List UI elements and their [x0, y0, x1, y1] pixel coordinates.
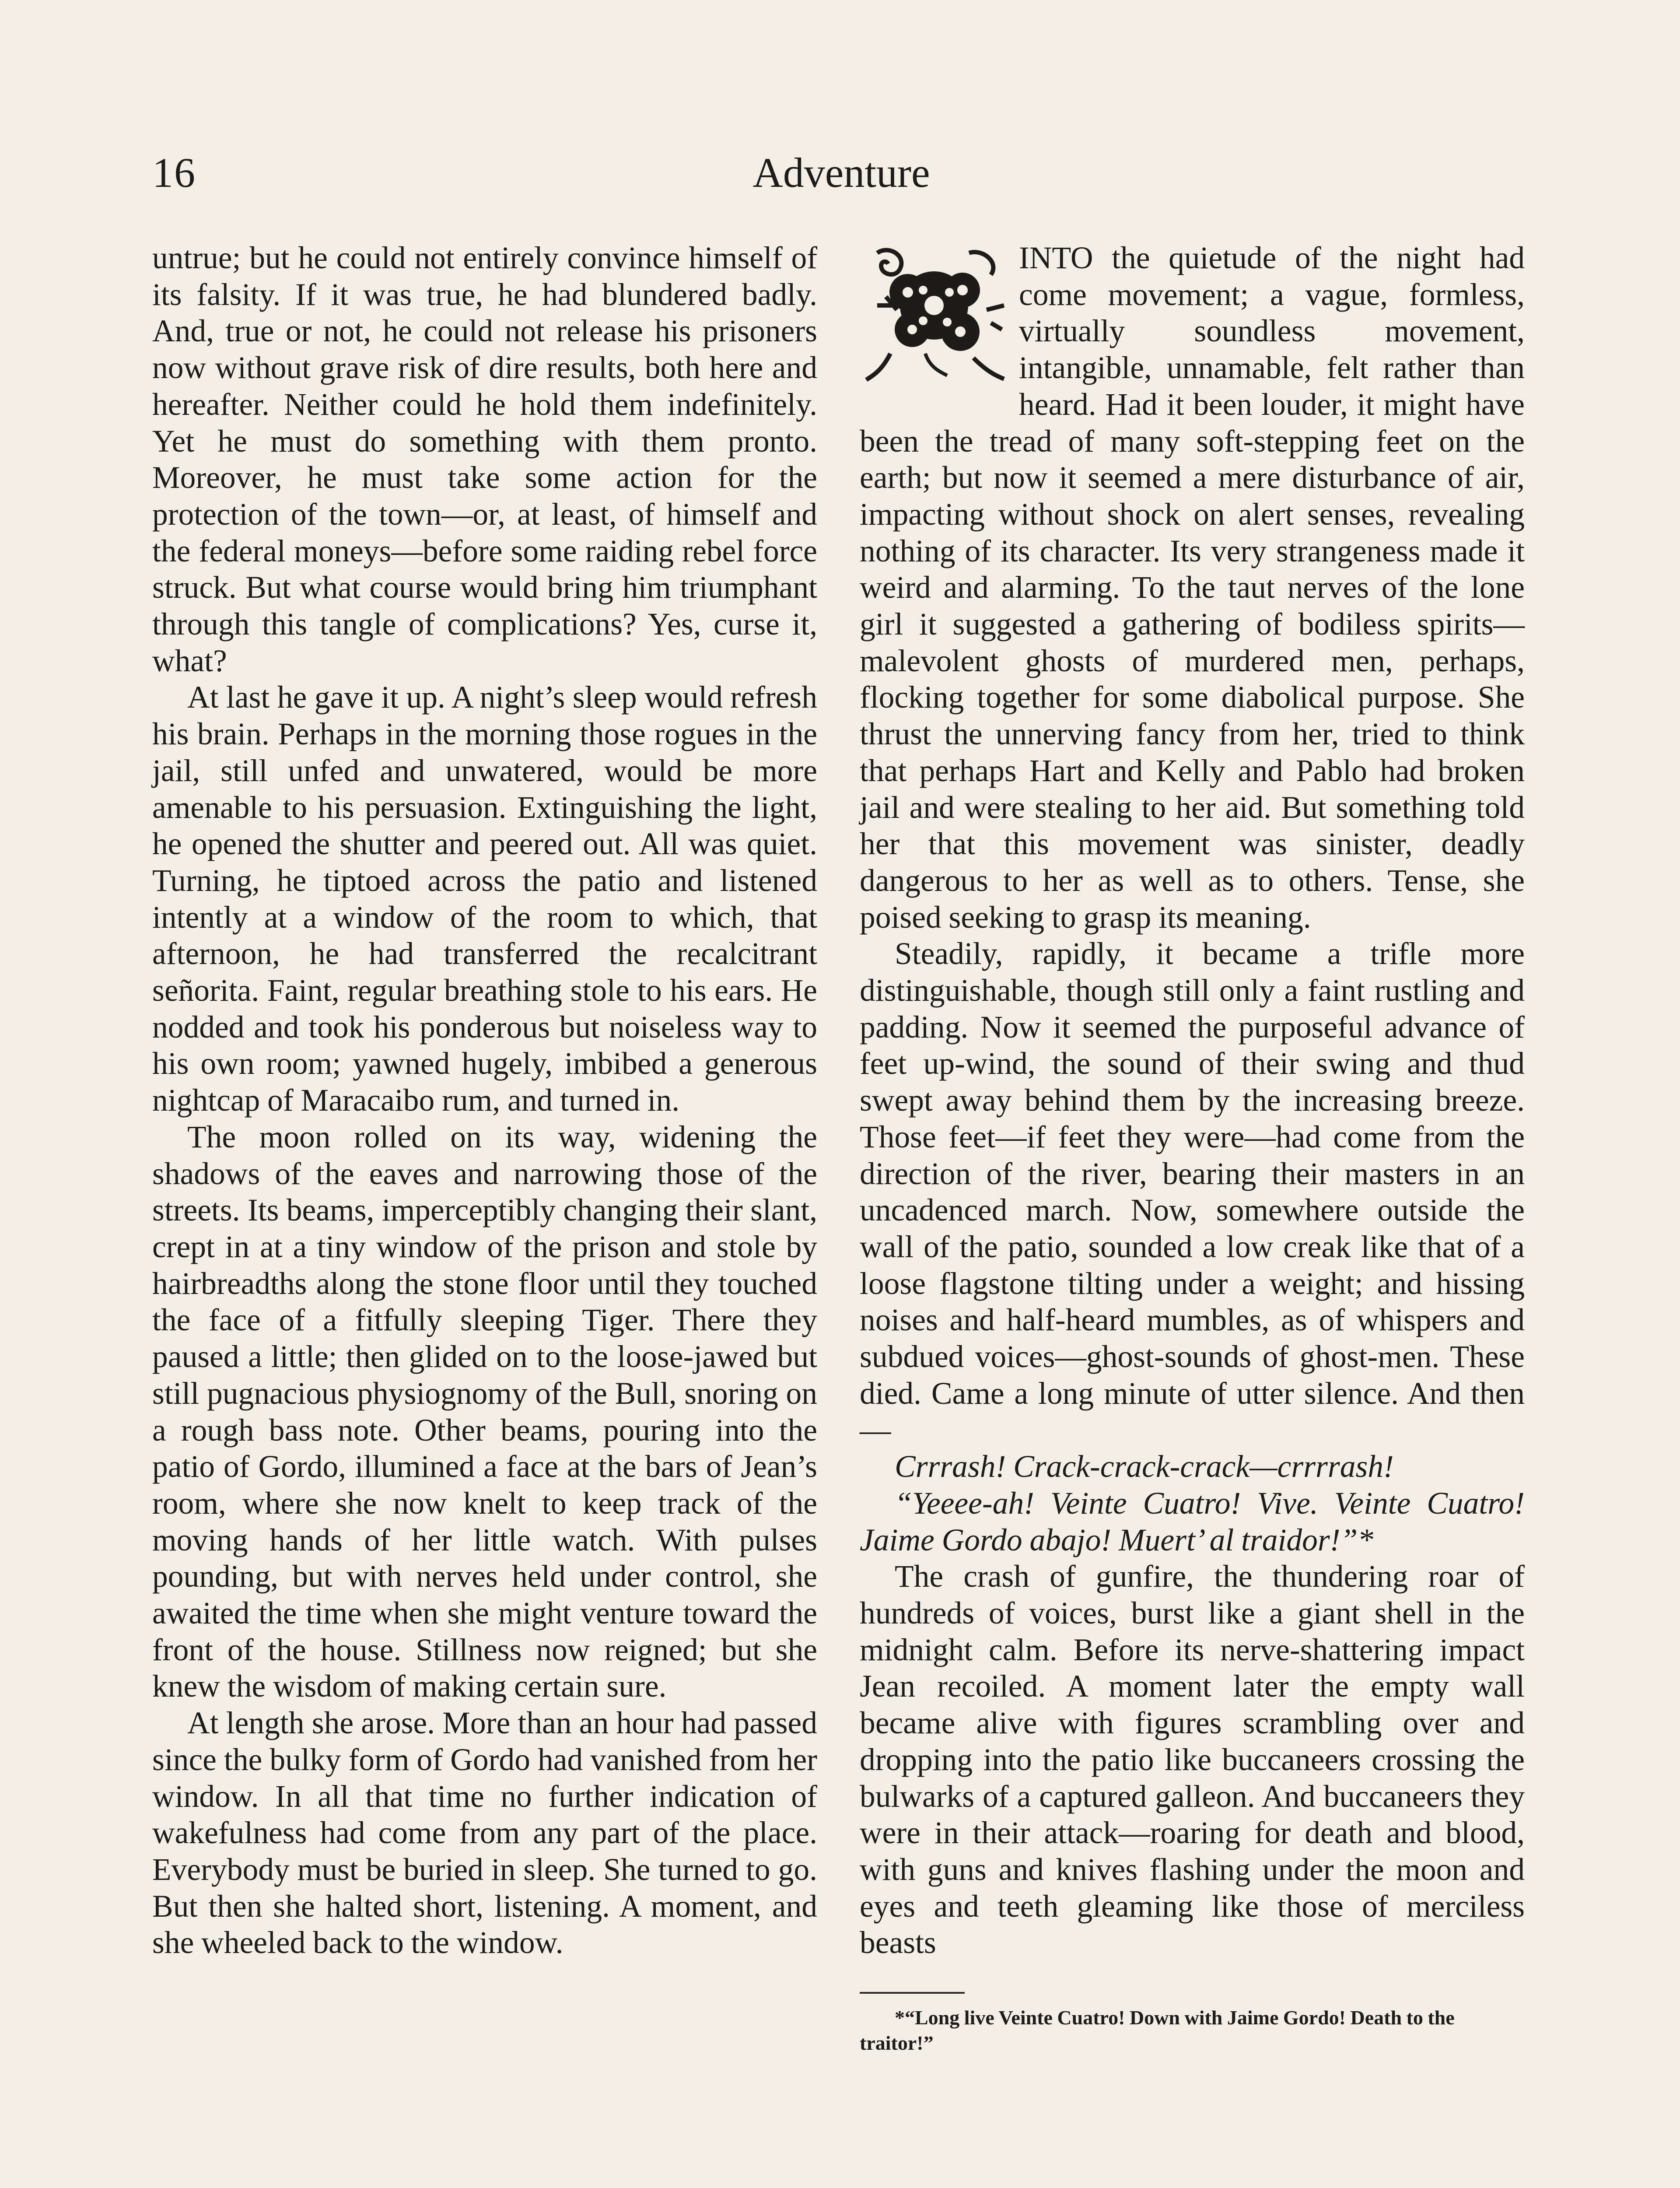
page-header [152, 144, 1530, 201]
footnote-rule [860, 1992, 965, 1994]
paragraph: At last he gave it up. A night’s sleep would refresh his brain. Perhaps in the morning those rogues in the jail, still unfed and unwatered, would be more amenable to his persuasion. Extinguishing the light, he opened the shutter and peered out. All was quiet. Turning, he tiptoed across the patio and listened intently at a window of the room to which, that afternoon, he had transferred the recalcitrant señorita. Faint, regular breathing stole to his ears. He nodded and took his ponderous but noiseless way to his own room; yawned hugely, imbibed a generous nightcap of Maracaibo rum, and turned in. [152, 680, 817, 1118]
spanish-shout: “Yeeee-ah! Veinte Cuatro! Vive. Veinte Cuatro! Jaime Gordo abajo! Muert’ al traidor!”* [860, 1486, 1525, 1557]
paragraph: The moon rolled on its way, widening the shadows of the eaves and narrowing those of the streets. Its beams, imperceptibly changing their slant, crept in at a tiny window of the prison and stole by hairbreadths along the stone floor until they touched the face of a fitfully sleeping Tiger. There they paused a little; then glided on to the loose-jawed but still pugnacious physiognomy of the Bull, snoring on a rough bass note. Other beams, pouring into the patio of Gordo, illumined a face at the bars of Jean’s room, where she now knelt to keep track of the moving hands of her little watch. With pulses pounding, but with nerves held under control, she awaited the time when she might venture toward the front of the house. Stillness now reigned; but she knew the wisdom of making certain sure. [152, 1119, 817, 1704]
footnote: *“Long live Veinte Cuatro! Down with Jaime Gordo! Death to the traitor!” [860, 2006, 1455, 2055]
floral-ornament-icon [860, 240, 1008, 384]
running-title: Adventure [752, 149, 930, 196]
left-column [152, 240, 817, 2188]
paragraph: At length she arose. More than an hour had passed since the bulky form of Gordo had vanished from her window. In all that time no further indication of wakefulness had come from any part of the place. Everybody must be buried in sleep. She turned to go. But then she halted short, listening. A moment, and she wheeled back to the window. [152, 1706, 817, 1960]
paragraph: The crash of gunfire, the thundering roar of hundreds of voices, burst like a giant shell in the midnight calm. Before its nerve-shattering impact Jean recoiled. A moment later the empty wall became alive with figures scrambling over and dropping into the patio like buccaneers crossing the bulwarks of a captured galleon. And buccaneers they were in their attack—roaring for death and blood, with guns and knives flashing under the moon and eyes and teeth gleaming like those of merciless beasts [860, 1559, 1525, 1960]
right-column [860, 240, 1525, 2188]
paragraph: Steadily, rapidly, it became a trifle more distinguishable, though still only a faint rustling and padding. Now it seemed the purposeful advance of feet up-wind, the sound of their swing and thud swept away behind them by the increasing breeze. Those feet—if feet they were—had come from the direction of the river, bearing their masters in an uncadenced march. Now, somewhere outside the wall of the patio, sounded a low creak like that of a loose flagstone tilting under a weight; and hissing noises and half-heard mumbles, as of whispers and subdued voices—ghost-sounds of ghost-men. These died. Came a long minute of utter silence. And then— [860, 936, 1525, 1448]
sound-effect: Crrrash! Crack-crack-crack—crrrrash! [895, 1449, 1394, 1484]
paragraph: INTO the quietude of the night had come movement; a vague, formless, virtually soundless movement, intangible, unnamable, felt rather than heard. Had it been louder, it might have been the tread of many soft-stepping feet on the earth; but now it seemed a mere disturbance of air, impacting without shock on alert senses, revealing nothing of its character. Its very strangeness made it weird and alarming. To the taut nerves of the lone girl it suggested a gathering of bodiless spirits—malevolent ghosts of murdered men, perhaps, flocking together for some diabolical purpose. She thrust the unnerving fancy from her, tried to think that perhaps Hart and Kelly and Pablo had broken jail and were stealing to her aid. But something told her that this movement was sinister, deadly dangerous to her as well as to others. Tense, she poised seeking to grasp its meaning. [860, 241, 1525, 935]
paragraph: untrue; but he could not entirely convince himself of its falsity. If it was true, he had blundered badly. And, true or not, he could not release his prisoners now without grave risk of dire results, both here and hereafter. Neither could he hold them indefinitely. Yet he must do something with them pronto. Moreover, he must take some action for the protection of the town—or, at least, of himself and the federal moneys—before some raiding rebel force struck. But what course would bring him triumphant through this tangle of complications? Yes, curse it, what? [152, 241, 817, 678]
page-number: 16 [152, 149, 196, 196]
